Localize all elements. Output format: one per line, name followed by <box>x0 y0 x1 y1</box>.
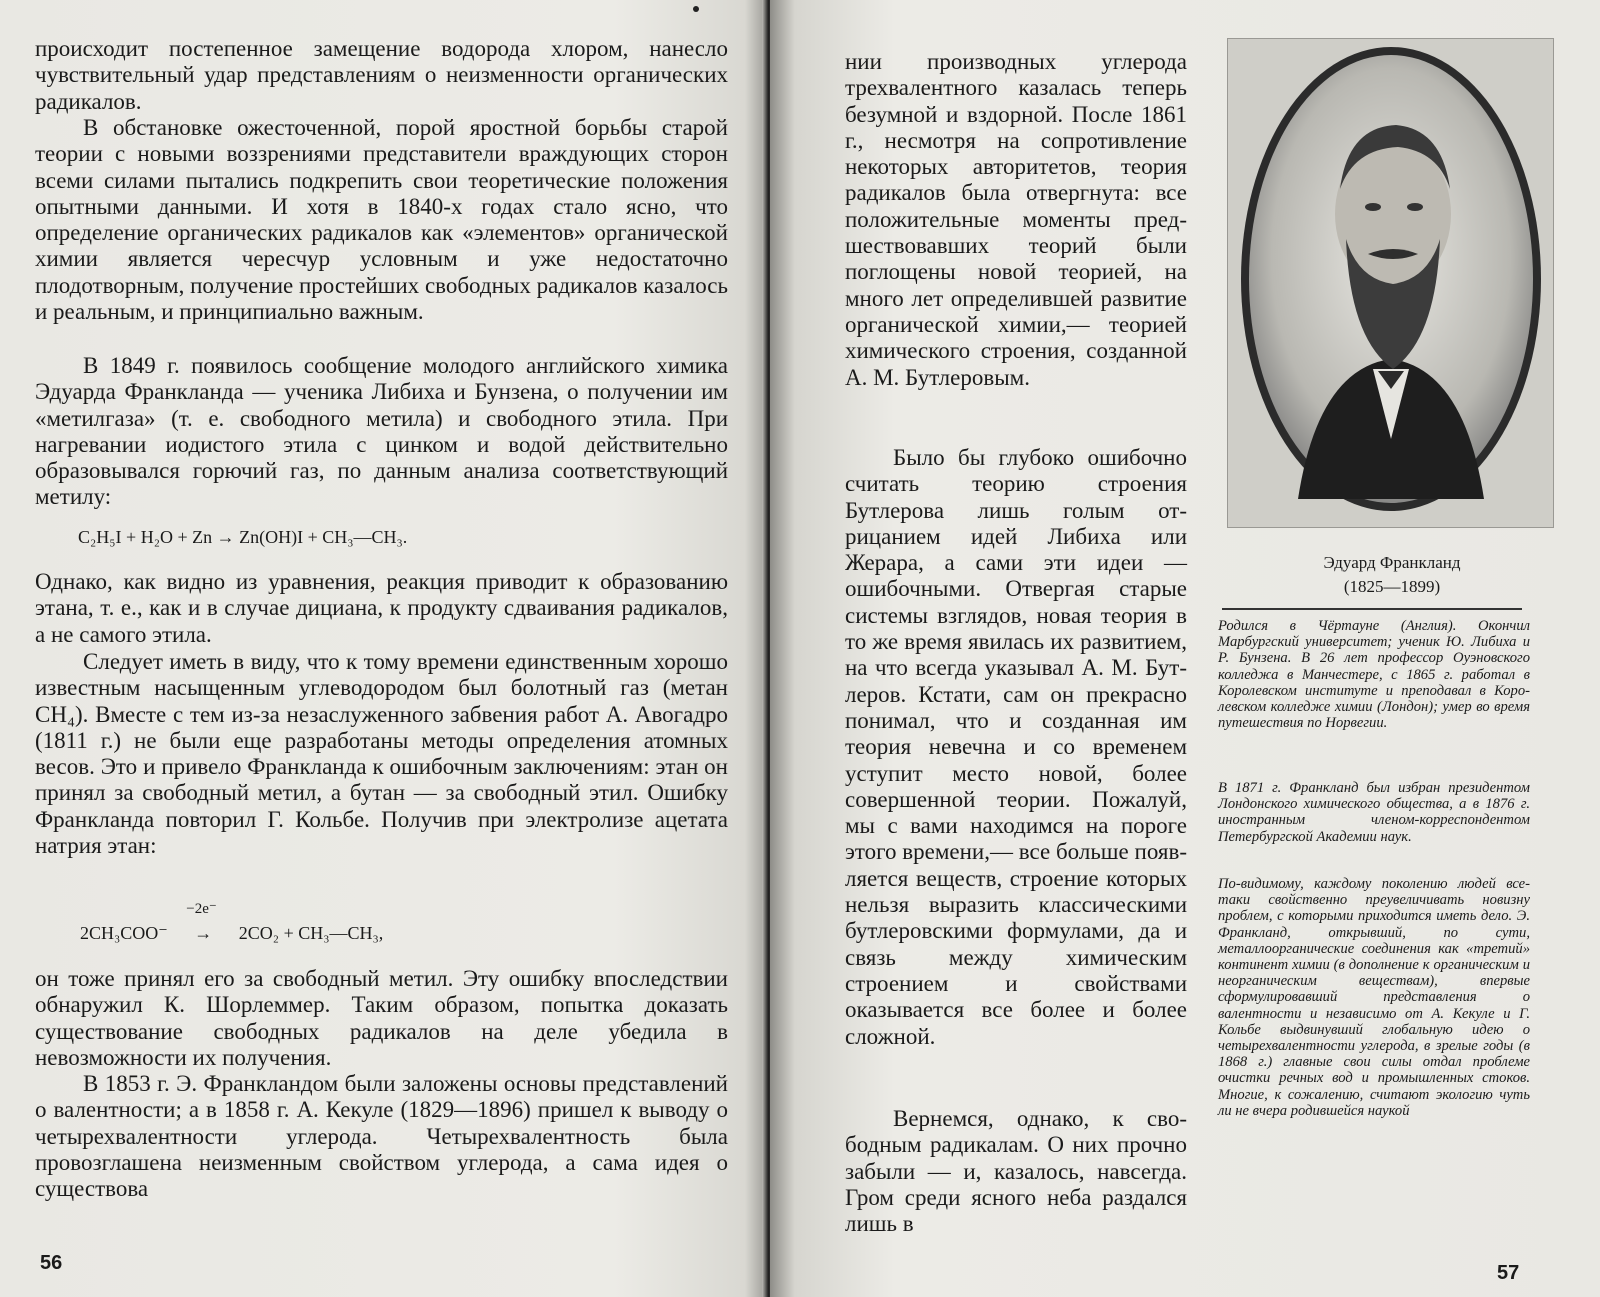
left-page <box>0 0 768 1297</box>
paragraph-4: Однако, как видно из уравнения, реакция приводит к образованию этана, т. е., как и в случае дициана, к продукту сдваивания радикалов, а не самого этила. <box>35 569 728 647</box>
bio-paragraph-2: В 1871 г. Франкланд был избран президентом Лондонского химического общества, а в 1876 г. иностранным членом-корреспондентом Петербургской Академии наук. <box>1218 780 1530 845</box>
paragraph-2: В обстановке ожесточенной, порой яростной борьбы старой теории с новыми воззрениями представители враждующих сторон всеми силами пытались подкрепить свои теоретические положения опытными данными. И хотя в 1840-х годах стало ясно, что определение органических радикалов как «элементов» органической химии является чересчур условным и уже недостаточно плодотворным, получение простейших свободных радикалов казалось и реальным, и принципиально важным. <box>35 115 728 325</box>
paragraph-5: Следует иметь в виду, что к тому времени единственным хорошо известным насыщенным углеводородом был болотный газ (метан CH₄). Вместе с тем из-за незаслуженного забвения работ А. Авогадро (1811 г.) не были еще разработаны методы определения атомных весов. Это и привело Франкланда к ошибочным заключениям: этан он принял за свободный метил, а бутан — за свободный этил. Ошибку Франкланда повторил Г. Кольбе. Получив при электролизе ацетата натрия этан: <box>35 649 728 859</box>
page-number-right: 57 <box>1497 1262 1520 1284</box>
arrow-label: −2e⁻ <box>186 901 217 917</box>
print-dot <box>693 6 699 12</box>
paragraph-6: он тоже принял его за свободный метил. Эту ошибку впоследствии обнаружил К. Шорлеммер. Таким образом, попытка доказать существование свободных радикалов на деле убедила в невозможности их получения. <box>35 966 728 1070</box>
equation-kolbe-reactant: 2CH₃COO⁻ <box>80 923 168 943</box>
equation-kolbe <box>80 901 384 944</box>
paragraph-7: В 1853 г. Э. Франкландом были заложены основы представлений о валентности; а в 1858 г. А. Кекуле (1829—1896) пришел к выводу о четырехвалентности углерода. Четырехвалентность была провозглашена неизменным свойством углерода, а сама идея о существова <box>35 1071 728 1202</box>
right-paragraph-1: нии производных углерода трехвалентного казалась теперь безумной и вздорной. После 1861 г., несмотря на сопротивление некоторых авторитетов, теория радикалов была отвергнута: все положительные моменты предшествовавших теорий были поглощены новой теорией, на много лет определившей развитие органической химии,— теорией химического строения, созданной А. М. Бутлеровым. <box>845 49 1187 390</box>
bio-paragraph-1: Родился в Чёртауне (Англия). Окончил Марбургский университет; ученик Ю. Либиха и Р. Бунзена. В 26 лет профессор Оуэновского колледжа в Манчестере, с 1865 г. работал в Королевском институте и преподавал в Королевском колледже химии (Лондон); умер во время путешествия по Норвегии. <box>1218 618 1530 732</box>
portrait-image <box>1227 38 1554 528</box>
equation-kolbe-products: 2CO₂ + CH₃—CH₃, <box>238 923 384 943</box>
right-paragraph-2: Было бы глубоко ошибочно считать теорию строения Бутлерова лишь голым отрицанием идей Либиха или Жерара, а сами эти идеи — ошибочными. Отвергая старые системы взглядов, новая теория в то же время явилась их развитием, на что всегда указывал А. М. Бутлеров. Кстати, сам он прекрасно понимал, что и созданная им теория невечна и со временем уступит место новой, более совершенной теории. Пожалуй, мы с вами находимся на пороге этого времени,— все больше появляется веществ, строение которых нельзя выразить классическими бутлеровскими формулами, да и связь между химическим строением и свойствами оказывается все более и более сложной. <box>845 445 1187 1049</box>
arrow-icon: → <box>194 923 213 943</box>
page-number-left: 56 <box>40 1252 63 1274</box>
right-paragraph-3: Вернемся, однако, к свободным радикалам. О них прочно забыли — и, казалось, навсегда. Гром среди ясного неба раздался лишь в <box>845 1106 1187 1237</box>
paragraph-3: В 1849 г. появилось сообщение молодого английского химика Эдуарда Франкланда — ученика Либиха и Бунзена, о получении им «метилгаза» (т. е. свободного метила) и свободного этила. При нагревании иодистого этила с цинком и водой действительно образовывался горючий газ, по данным анализа соответствующий метилу: <box>35 353 728 510</box>
bio-paragraph-3: По-видимому, каждому поколению людей все-таки свойственно преувеличивать новизну проблем, с которыми приходится иметь дело. Э. Франкланд, открывший, по сути, металлоорганические соединения как «третий» континент химии (в дополнение к органическим и неорганическим веществам), впервые сформулировавший представления о валентности и независимо от А. Кекуле и Г. Кольбе выдвинувший глобальную идею о четырехвалентности углерода, в зрелые годы (в 1868 г.) главные свои силы отдал проблеме очистки речных вод и промышленных стоков. Многие, к сожалению, считают экологию чуть ли не вчера родившейся наукой <box>1218 876 1530 1119</box>
portrait-caption-years: (1825—1899) <box>1343 577 1441 596</box>
equation-frankland: C₂H₅I + H₂O + Zn → Zn(OH)I + CH₃—CH₃. <box>78 527 408 547</box>
reaction-arrow <box>172 901 234 944</box>
paragraph-1: происходит постепенное замещение водорода хлором, нанесло чувствительный удар представлениям о неизменности органических радикалов. <box>35 36 728 114</box>
portrait-caption-name: Эдуард Франкланд <box>1323 553 1461 572</box>
portrait-icon <box>1228 39 1554 528</box>
caption-divider <box>1222 608 1522 610</box>
